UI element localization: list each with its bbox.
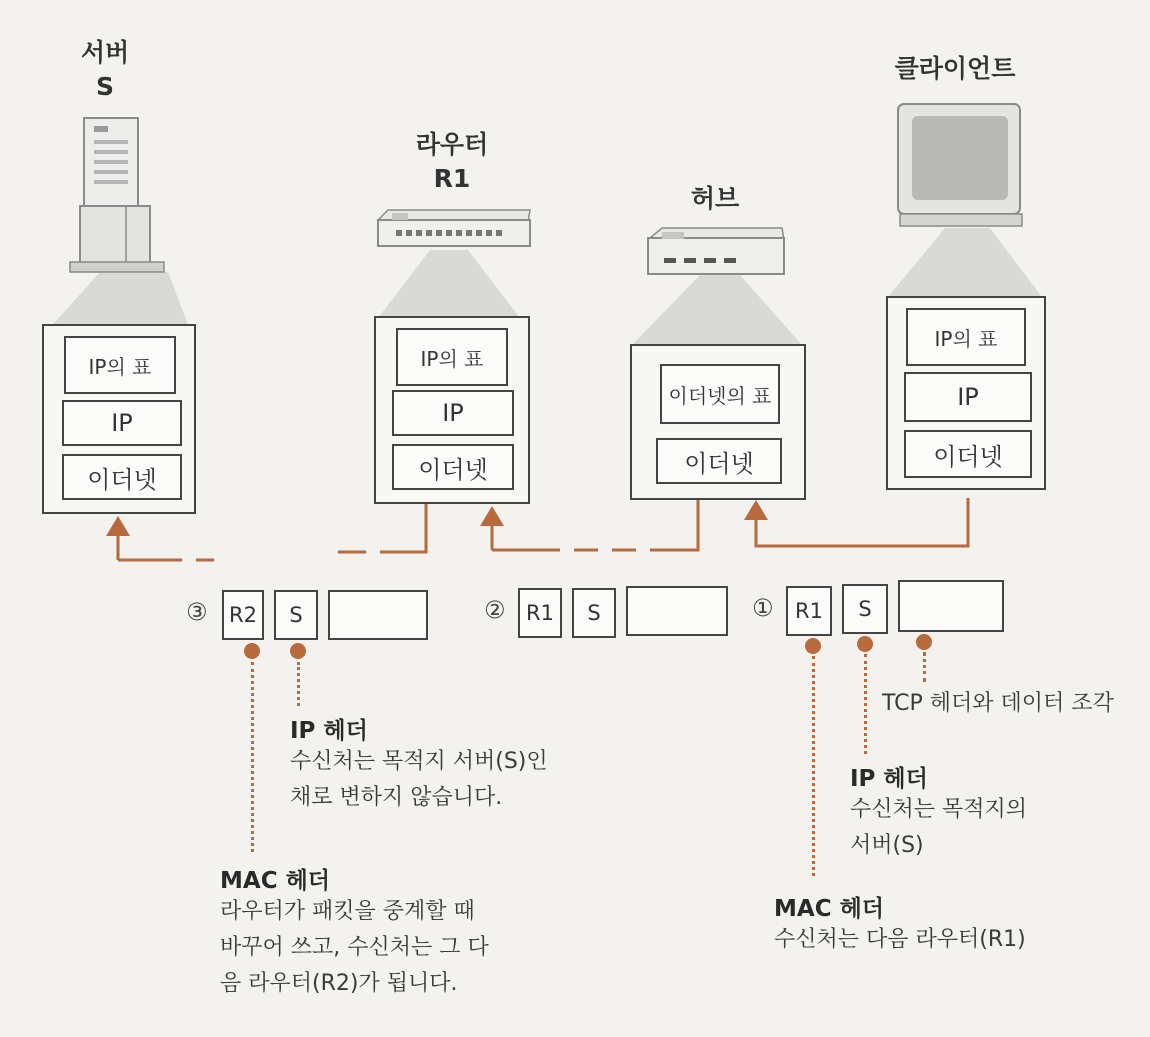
mac-header-left-body: 라우터가 패킷을 중계할 때 바꾸어 쓰고, 수신처는 그 다 음 라우터(R2)가 됩니다. bbox=[220, 899, 489, 996]
packet-1-ip-header: S bbox=[842, 584, 888, 634]
hub-beam bbox=[632, 275, 802, 345]
packet-3-ip-leader bbox=[297, 662, 300, 706]
client-ip-layer bbox=[904, 372, 1032, 422]
arrow-up-server bbox=[106, 516, 130, 536]
client-monitor-icon bbox=[898, 104, 1022, 226]
server-ethernet-label: 이더넷 bbox=[87, 465, 157, 494]
client-ip-label: IP bbox=[957, 383, 979, 411]
packet-3-ip-header: S bbox=[274, 590, 318, 640]
server-stack bbox=[42, 324, 196, 514]
hub-ethernet-label: 이더넷 bbox=[684, 449, 754, 478]
router-ethernet-layer bbox=[392, 444, 514, 490]
server-label bbox=[60, 36, 150, 104]
arrow-up-hub bbox=[744, 500, 768, 520]
packet-2-mac-header: R1 bbox=[518, 588, 562, 638]
packet-1-mac-dot bbox=[805, 638, 821, 654]
mac-header-left-title: MAC 헤더 bbox=[220, 868, 331, 894]
mac-header-right-body: 수신처는 다음 라우터(R1) bbox=[774, 927, 1026, 952]
hub-label: 허브 bbox=[690, 184, 740, 213]
router-ip-table-label: IP의 표 bbox=[420, 346, 484, 371]
router-server-line bbox=[380, 504, 426, 552]
client-ethernet-label: 이더넷 bbox=[933, 442, 1003, 471]
router-ip-table bbox=[396, 328, 508, 386]
server-ip-table bbox=[64, 336, 176, 394]
mac-header-right-title: MAC 헤더 bbox=[774, 896, 885, 922]
hub-ethernet-table bbox=[660, 364, 780, 424]
packet-3-number: ③ bbox=[186, 598, 208, 626]
packet-3-ip-dot bbox=[290, 643, 306, 659]
tcp-note: TCP 헤더와 데이터 조각 bbox=[882, 691, 1114, 716]
hub-ethernet-layer bbox=[656, 438, 782, 484]
hub-router-line bbox=[650, 500, 698, 550]
hub-stack bbox=[630, 344, 806, 500]
hub-icon bbox=[648, 228, 784, 274]
server-ip-layer bbox=[62, 400, 182, 446]
router-label bbox=[392, 128, 512, 196]
packet-1-payload-dot bbox=[916, 634, 932, 650]
packet-2-payload bbox=[626, 586, 728, 636]
client-stack bbox=[886, 296, 1046, 490]
ip-header-left-title: IP 헤더 bbox=[290, 718, 368, 744]
packet-2-ip-header: S bbox=[572, 588, 616, 638]
packet-1-payload bbox=[898, 580, 1004, 632]
packet-3-payload bbox=[328, 590, 428, 640]
arrow-up-router bbox=[480, 506, 504, 526]
ip-header-right-title: IP 헤더 bbox=[850, 766, 928, 792]
router-stack bbox=[374, 316, 530, 504]
packet-2-number: ② bbox=[484, 596, 506, 624]
packet-1-mac-header: R1 bbox=[786, 586, 832, 636]
server-label-line1: 서버 bbox=[80, 38, 130, 67]
packet-1-ip-dot bbox=[857, 636, 873, 652]
client-beam bbox=[888, 228, 1042, 297]
server-ip-table-label: IP의 표 bbox=[88, 354, 152, 379]
server-icon bbox=[70, 118, 164, 272]
router-label-line1: 라우터 bbox=[415, 130, 489, 159]
router-label-line2: R1 bbox=[433, 164, 471, 193]
server-label-line2: S bbox=[95, 72, 114, 101]
packet-1-number: ① bbox=[752, 594, 774, 622]
router-ip-layer bbox=[392, 390, 514, 436]
packet-3-mac-dot bbox=[244, 643, 260, 659]
router-icon bbox=[378, 210, 530, 246]
packet-1-payload-leader bbox=[923, 652, 926, 682]
client-hub-line bbox=[756, 498, 968, 546]
packet-1-ip-leader bbox=[864, 654, 867, 754]
packet-1-mac-leader bbox=[812, 656, 815, 876]
server-beam bbox=[48, 272, 190, 330]
server-ip-label: IP bbox=[111, 409, 133, 437]
hub-ethernet-table-label: 이더넷의 표 bbox=[668, 383, 772, 408]
ip-header-left-body: 수신처는 목적지 서버(S)인 채로 변하지 않습니다. bbox=[290, 749, 548, 810]
client-ip-table bbox=[906, 308, 1026, 366]
ip-header-right-body: 수신처는 목적지의 서버(S) bbox=[850, 797, 1028, 858]
client-ethernet-layer bbox=[904, 430, 1032, 478]
client-label: 클라이언트 bbox=[894, 54, 1016, 83]
router-beam bbox=[378, 250, 520, 318]
router-ip-label: IP bbox=[442, 399, 464, 427]
router-ethernet-label: 이더넷 bbox=[418, 455, 488, 484]
client-ip-table-label: IP의 표 bbox=[934, 326, 998, 351]
packet-3-mac-leader bbox=[251, 662, 254, 852]
server-ethernet-layer bbox=[62, 454, 182, 500]
packet-3-mac-header: R2 bbox=[222, 590, 264, 640]
